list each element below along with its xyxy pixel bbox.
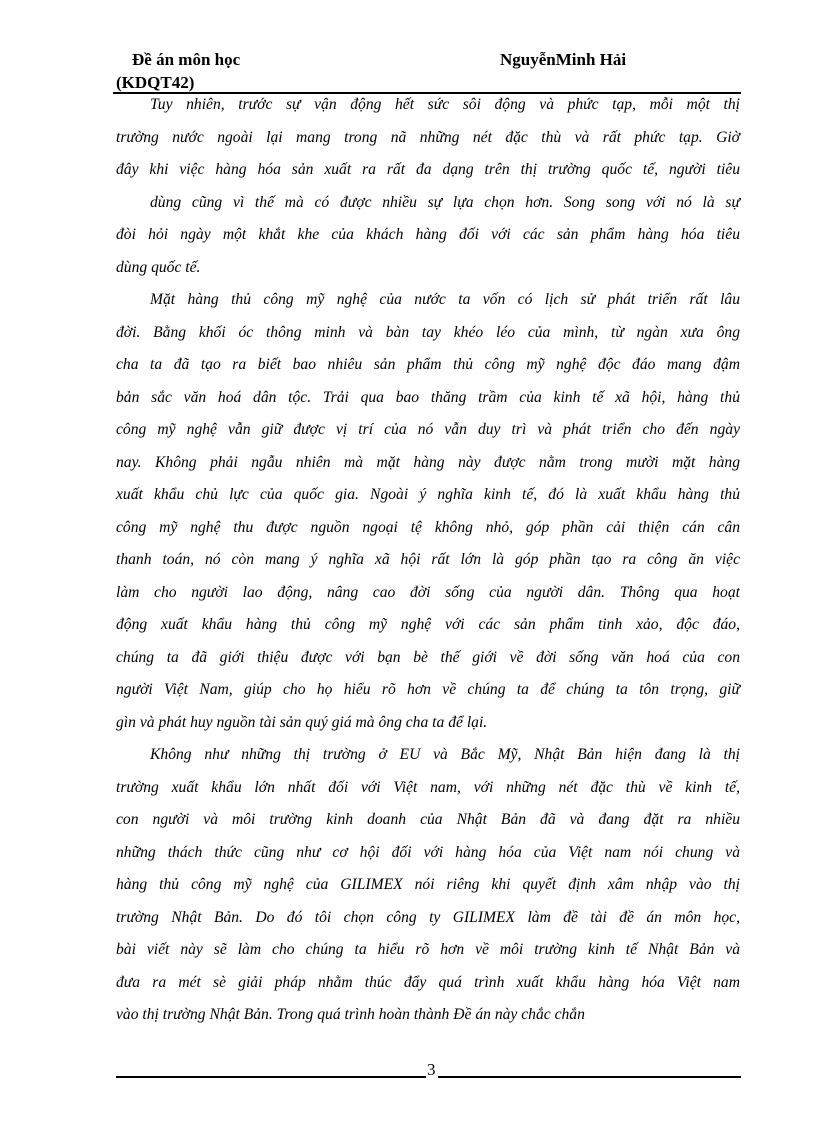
text-line: dùng cũng vì thế mà có được nhiều sự lựa chọn hơn. Song song với nó là sự <box>150 193 740 211</box>
text-line: đây khi việc hàng hóa sản xuất ra rất đa dạng trên thị trường quốc tế, người tiêu <box>116 161 740 178</box>
text-line: hàng thủ công mỹ nghệ của GILIMEX nói riêng khi quyết định xâm nhập vào thị <box>116 876 740 893</box>
text-line: đời. Bằng khối óc thông minh và bàn tay khéo léo của mình, từ ngàn xưa ông <box>116 323 740 341</box>
text-line: đưa ra mét sè giải pháp nhằm thúc đẩy quá trình xuất khẩu hàng hóa Việt nam <box>116 973 740 991</box>
text-line: gìn và phát huy nguồn tài sản quý giá mà ông cha ta để lại. <box>116 713 488 731</box>
text-line: xuất khẩu chủ lực của quốc gia. Ngoài ý nghĩa kinh tế, đó là xuất khẩu hàng thủ <box>116 486 740 503</box>
text-line: bài viết này sẽ làm cho chúng ta hiểu rõ hơn về môi trường kinh tế Nhật Bản và <box>116 941 740 958</box>
document-title: Đề án môn học <box>132 50 241 69</box>
text-line: Tuy nhiên, trước sự vận động hết sức sôi động và phức tạp, mỗi một thị <box>150 96 740 113</box>
text-line: chúng ta đã giới thiệu được với bạn bè thế giới về đời sống văn hoá của con <box>116 648 740 666</box>
footer-rule-left <box>116 1076 426 1078</box>
author-name: NguyễnMinh Hải <box>500 50 627 69</box>
header-rule <box>113 92 741 94</box>
text-line: Không như những thị trường ở EU và Bắc Mỹ, Nhật Bản hiện đang là thị <box>150 746 740 763</box>
text-line: vào thị trường Nhật Bản. Trong quá trình hoàn thành Đề án này chắc chắn <box>116 1006 585 1023</box>
text-line: động xuất khẩu hàng thủ công mỹ nghệ với các sản phẩm tinh xảo, độc đáo, <box>116 616 740 633</box>
text-line: nay. Không phải ngẫu nhiên mà mặt hàng này được nằm trong mười mặt hàng <box>116 453 740 471</box>
text-line: con người và môi trường kinh doanh của Nhật Bản đã và đang đặt ra nhiều <box>116 811 740 828</box>
text-line: dùng quốc tế. <box>116 258 201 276</box>
text-line: những thách thức cũng như cơ hội đối với hàng hóa của Việt nam nói chung và <box>116 843 740 861</box>
text-line: người Việt Nam, giúp cho họ hiểu rõ hơn về chúng ta để chúng ta tôn trọng, giữ <box>116 681 740 698</box>
page-footer <box>116 1058 741 1078</box>
text-line: công mỹ nghệ vẫn giữ được vị trí của nó vẫn duy trì và phát triển cho đến ngày <box>116 421 740 438</box>
class-code: (KDQT42) <box>116 73 195 92</box>
text-line: trường xuất khẩu lớn nhất đối với Việt nam, với những nét đặc thù về kinh tế, <box>116 778 740 796</box>
text-line: thanh toán, nó còn mang ý nghĩa xã hội rất lớn là góp phần tạo ra công ăn việc <box>116 551 740 568</box>
footer-rule-right <box>438 1076 741 1078</box>
text-line: cha ta đã tạo ra biết bao nhiêu sản phẩm thủ công mỹ nghệ độc đáo mang đậm <box>116 356 740 373</box>
text-line: Mặt hàng thủ công mỹ nghệ của nước ta vốn có lịch sử phát triển rất lâu <box>150 291 740 308</box>
text-line: bản sắc văn hoá dân tộc. Trải qua bao thăng trầm của kinh tế xã hội, hàng thủ <box>116 388 740 406</box>
page-number: 3 <box>427 1060 436 1079</box>
text-line: công mỹ nghệ thu được nguồn ngoại tệ không nhỏ, góp phần cải thiện cán cân <box>116 518 740 536</box>
text-line: trường nước ngoài lại mang trong nã những nét đặc thù và rất phức tạp. Giờ <box>116 128 740 146</box>
text-line: trường Nhật Bản. Do đó tôi chọn công ty GILIMEX làm đề tài đề án môn học, <box>116 908 740 926</box>
text-line: làm cho người lao động, nâng cao đời sống của người dân. Thông qua hoạt <box>116 583 740 601</box>
text-line: đòi hỏi ngày một khắt khe của khách hàng đối với các sản phẩm hàng hóa tiêu <box>116 226 740 243</box>
